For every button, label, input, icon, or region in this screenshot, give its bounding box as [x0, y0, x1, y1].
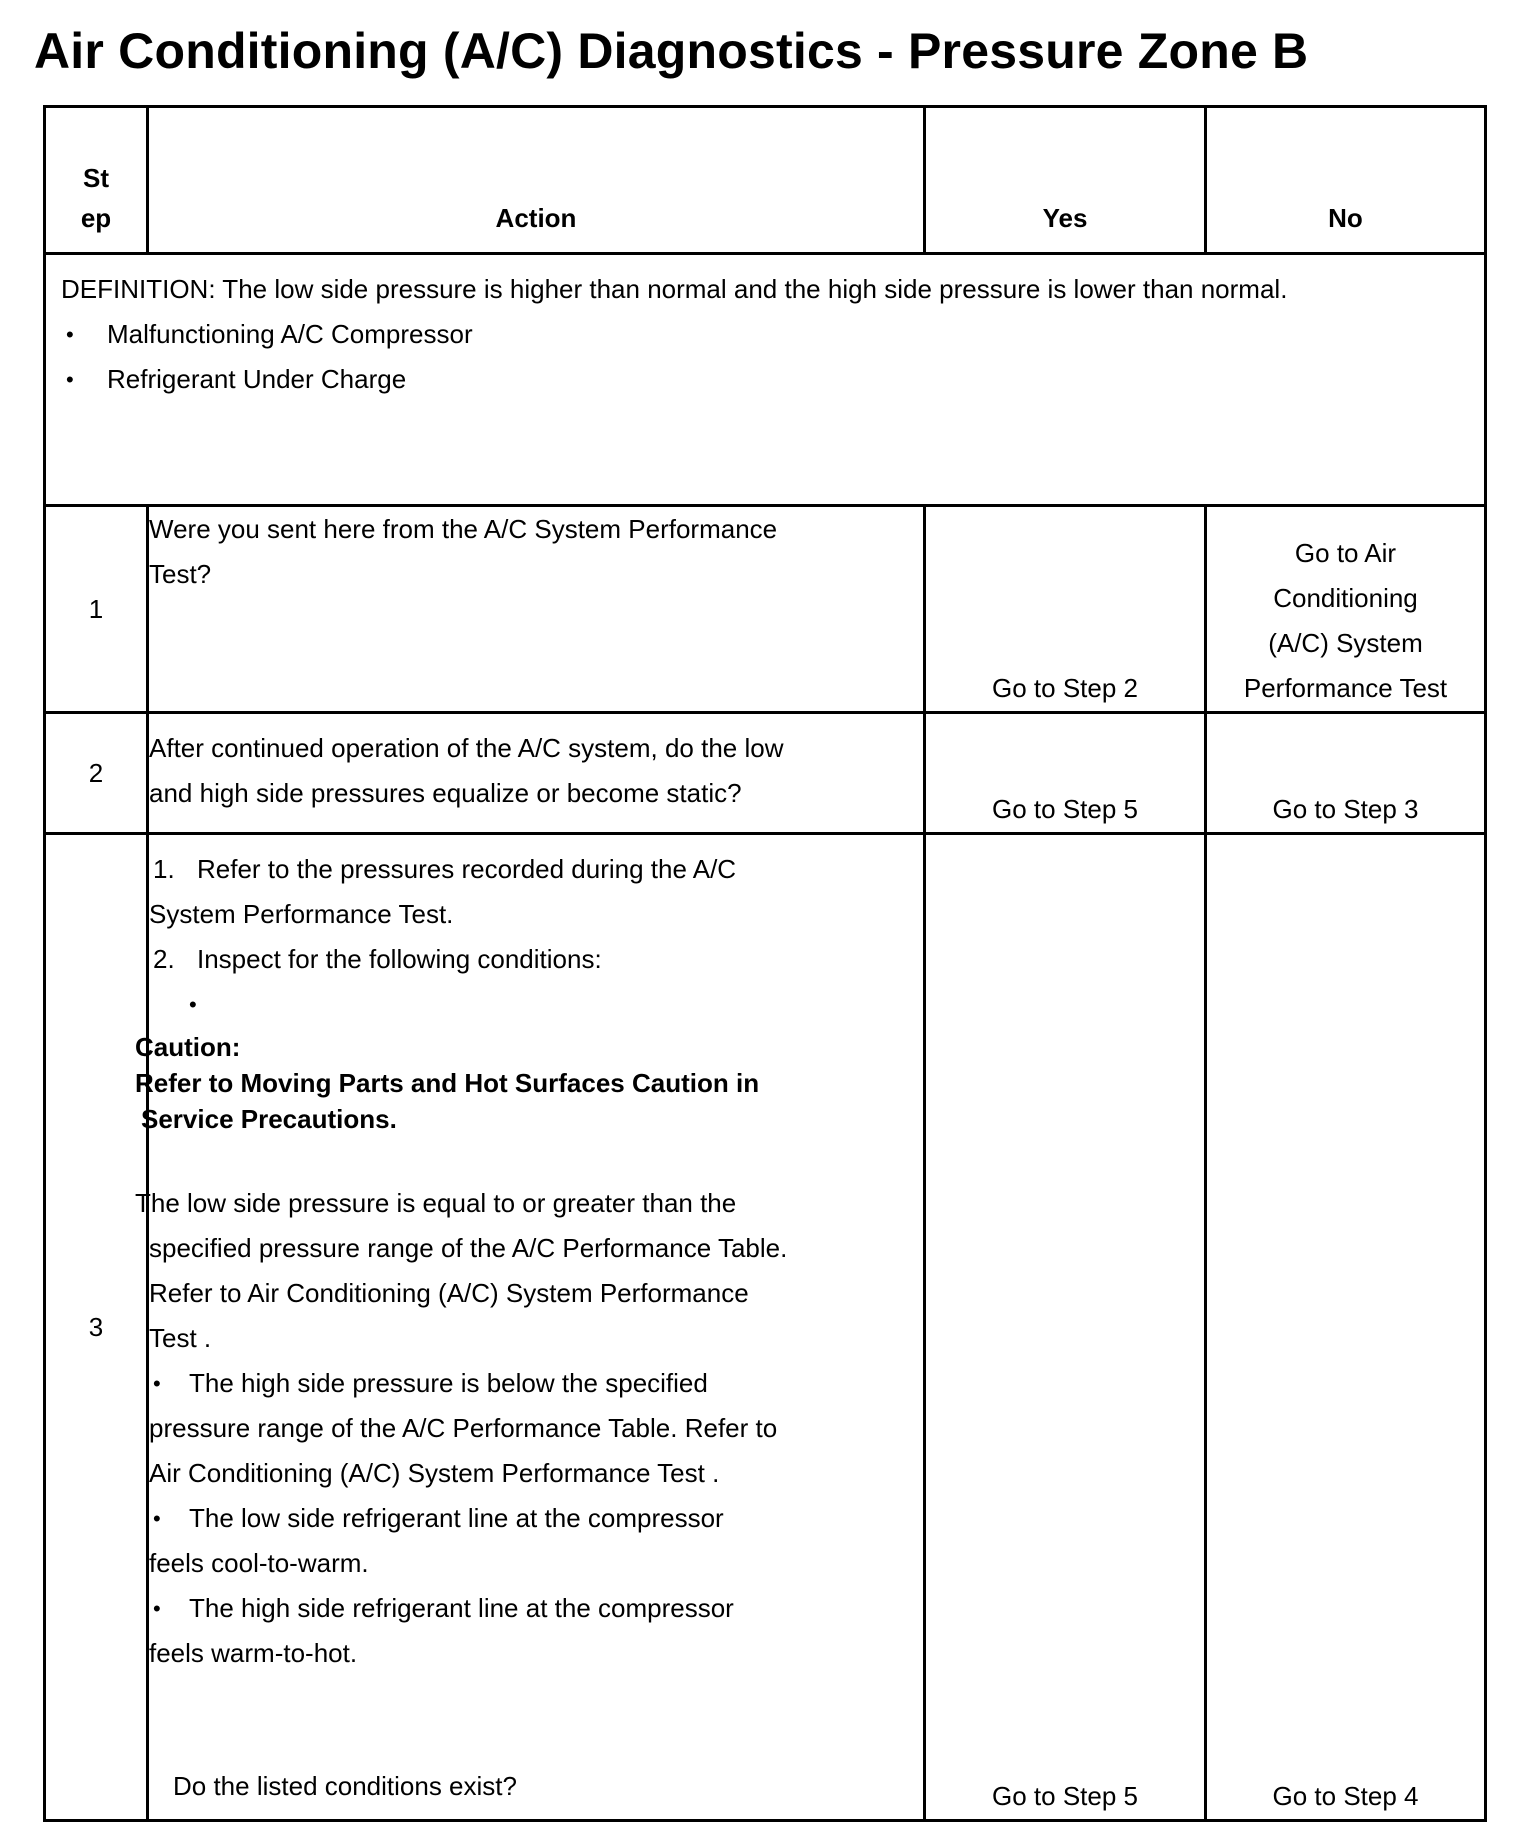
caution-label: Caution:: [135, 1032, 241, 1062]
no-result: [1206, 506, 1486, 713]
no-result-line: (A/C) System: [1268, 628, 1423, 658]
definition-row: [45, 254, 1486, 506]
condition-line: feels cool-to-warm.: [149, 1548, 369, 1578]
numbered-item: [149, 937, 923, 982]
definition-cell: [45, 254, 1486, 506]
page-title: Air Conditioning (A/C) Diagnostics - Pressure Zone B: [34, 23, 1309, 79]
empty-bullet: •: [189, 992, 197, 1017]
condition-line: The low side pressure is equal to or greater than the: [135, 1188, 737, 1218]
question-text: Do the listed conditions exist?: [173, 1771, 517, 1801]
condition-line: Refer to Air Conditioning (A/C) System Performance: [149, 1278, 749, 1308]
caution-line: Service Precautions.: [141, 1104, 397, 1134]
action-text-line: After continued operation of the A/C system, do the low: [149, 733, 784, 763]
caution-text: [135, 1065, 923, 1137]
no-result-line: Conditioning: [1273, 583, 1418, 613]
cause-item: • Refrigerant Under Charge: [61, 357, 1469, 402]
item-text-continued: System Performance Test.: [149, 899, 454, 929]
diagnostic-table: [43, 105, 1487, 1822]
action-column-header: Action: [148, 107, 925, 254]
step-number: 2: [45, 713, 148, 834]
numbered-item: [149, 847, 923, 892]
action-cell: [148, 713, 925, 834]
no-result: Go to Step 3: [1206, 713, 1486, 834]
item-text: Inspect for the following conditions:: [197, 944, 602, 974]
no-column-header: No: [1206, 107, 1486, 254]
definition-text: DEFINITION: The low side pressure is higher than normal and the high side pressure is lower than normal.: [61, 274, 1288, 304]
item-text: Refer to the pressures recorded during the A/C: [197, 854, 737, 884]
no-result-line: Go to Air: [1294, 538, 1397, 568]
table-row: [45, 834, 1486, 1821]
action-text-line: Test?: [149, 559, 212, 589]
step-header-line2: ep: [80, 203, 112, 233]
item-number: 1.: [153, 854, 175, 884]
table-header-row: [45, 107, 1486, 254]
yes-result: Go to Step 5: [925, 713, 1206, 834]
caution-line: Refer to Moving Parts and Hot Surfaces Caution in: [135, 1068, 760, 1098]
no-result-line: Performance Test: [1243, 673, 1448, 703]
action-cell: [148, 506, 925, 713]
step-number: 3: [45, 834, 148, 1821]
condition-line: pressure range of the A/C Performance Table. Refer to: [149, 1413, 778, 1443]
yes-column-header: Yes: [925, 107, 1206, 254]
action-text-line: Were you sent here from the A/C System Performance: [149, 514, 778, 544]
condition-low-side-pressure: [135, 1181, 923, 1226]
condition-line: Test .: [149, 1323, 212, 1353]
condition-line: specified pressure range of the A/C Performance Table.: [149, 1233, 788, 1263]
condition-line: feels warm-to-hot.: [149, 1638, 358, 1668]
condition-high-side-pressure: • The high side pressure is below the specified: [149, 1361, 923, 1406]
condition-high-side-line: • The high side refrigerant line at the compressor: [149, 1586, 923, 1631]
table-row: [45, 506, 1486, 713]
cause-list: [61, 312, 1469, 402]
cause-item: • Malfunctioning A/C Compressor: [61, 312, 1469, 357]
action-cell: [135, 834, 925, 1821]
step-header-line1: St: [83, 163, 109, 193]
yes-result: Go to Step 2: [925, 506, 1206, 713]
action-text-line: and high side pressures equalize or become static?: [149, 778, 742, 808]
item-number: 2.: [153, 944, 175, 974]
no-result: Go to Step 4: [1206, 834, 1486, 1821]
yes-result: Go to Step 5: [925, 834, 1206, 1821]
condition-line: Air Conditioning (A/C) System Performance Test .: [149, 1458, 720, 1488]
table-row: [45, 713, 1486, 834]
step-number: 1: [45, 506, 148, 713]
condition-low-side-line: • The low side refrigerant line at the compressor: [149, 1496, 923, 1541]
step-column-header: [45, 107, 148, 254]
